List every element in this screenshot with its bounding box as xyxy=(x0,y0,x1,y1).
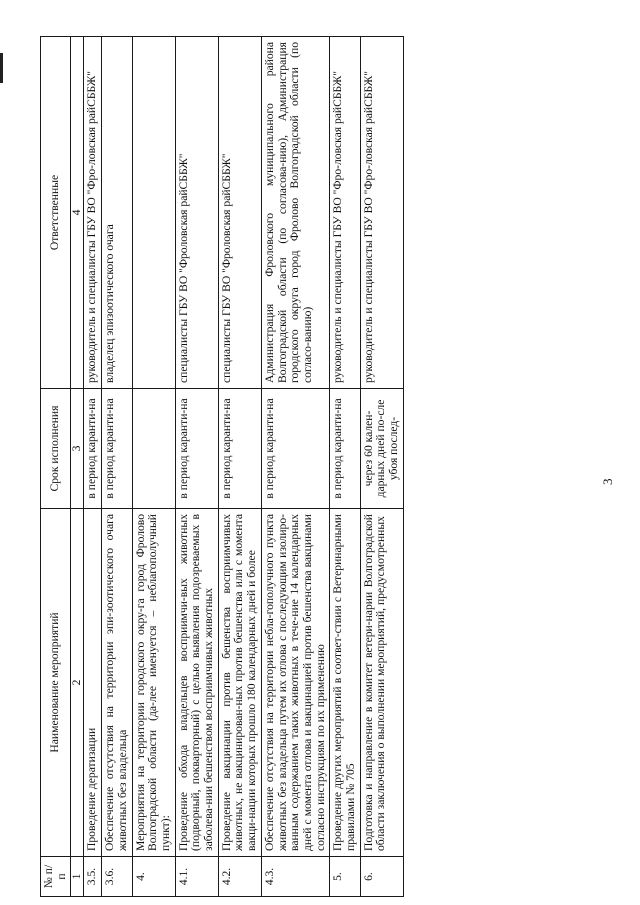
measure-responsible: владелец эпизоотического очага xyxy=(102,37,132,389)
row-number: 4.3. xyxy=(261,857,330,897)
column-index: 1 xyxy=(71,857,84,897)
measure-term: в период каранти-на xyxy=(175,389,218,509)
row-number: 4. xyxy=(132,857,175,897)
measures-table xyxy=(40,36,404,897)
row-number: 4.1. xyxy=(175,857,218,897)
measure-name: Проведение обхода владельцев восприимчи-вых животных (подворный, покварторный) с целью выявления подозреваемых в заболева-нии бешенством восприимчивых животных xyxy=(175,509,218,857)
table-row xyxy=(261,37,330,897)
measure-term: через 60 кален-дарных дней по-сле убоя послед- xyxy=(360,389,403,509)
table-row xyxy=(132,37,175,897)
measure-responsible: руководитель и специалисты ГБУ ВО "Фро-ловская райСББЖ" xyxy=(330,37,360,389)
measure-responsible: Администрация Фроловского муниципального района Волгоградской области (по согласова-нию), Администрация городского округа город Фролово Волгоградской области (по согласо-ванию) xyxy=(261,37,330,389)
column-index-row xyxy=(71,37,84,897)
header-num: № п/п xyxy=(41,857,71,897)
table-row xyxy=(102,37,132,897)
measure-term: в период каранти-на xyxy=(84,389,102,509)
measure-responsible xyxy=(132,37,175,389)
column-index: 2 xyxy=(71,509,84,857)
measure-responsible: специалисты ГБУ ВО "Фроловская райСББЖ" xyxy=(175,37,218,389)
page-number: 3 xyxy=(600,478,615,485)
row-number: 4.2. xyxy=(218,857,261,897)
header-responsible: Ответственные xyxy=(41,37,71,389)
measure-name: Обеспечение отсутствия на территории эпи-зоотического очага животных без владельца xyxy=(102,509,132,857)
header-row xyxy=(41,37,71,897)
table-row xyxy=(175,37,218,897)
table-row xyxy=(218,37,261,897)
measure-name: Проведение вакцинации против бешенства восприимчивых животных, не вакцинирован-ных против бешенства или с момента вакци-нации которых прошло 180 календарных дней и более xyxy=(218,509,261,857)
row-number: 3.5. xyxy=(84,857,102,897)
header-name: Наименование мероприятий xyxy=(41,509,71,857)
measure-responsible: руководитель и специалисты ГБУ ВО "Фро-ловская райСББЖ" xyxy=(84,37,102,389)
header-term: Срок исполнения xyxy=(41,389,71,509)
row-number: 5. xyxy=(330,857,360,897)
measure-term: в период каранти-на xyxy=(218,389,261,509)
column-index: 4 xyxy=(71,37,84,389)
row-number: 6. xyxy=(360,857,403,897)
table-row xyxy=(330,37,360,897)
table-row xyxy=(360,37,403,897)
measure-name: Подготовка и направление в комитет ветери-нарии Волгоградской области заключения о выполнении мероприятий, предусмотренных xyxy=(360,509,403,857)
table-row xyxy=(84,37,102,897)
measure-responsible: специалисты ГБУ ВО "Фроловская райСББЖ" xyxy=(218,37,261,389)
measure-name: Мероприятия на территории городского окру-га город Фролово Волгоградской области (да-лее именуется – неблагополучный пункт): xyxy=(132,509,175,857)
measure-name: Обеспечение отсутствия на территории небла-гополучного пункта животных без владельца путем их отлова с последующим изолиро-ванным содержанием таких животных в тече-ние 14 календарных дней с момента отлова и вакцинацией против бешенства вакцинами согласно инструкциям по их применению xyxy=(261,509,330,857)
column-index: 3 xyxy=(71,389,84,509)
measure-responsible: руководитель и специалисты ГБУ ВО "Фро-ловская райСББЖ" xyxy=(360,37,403,389)
measure-name: Проведение других мероприятий в соответ-ствии с Ветеринарными правилами № 705 xyxy=(330,509,360,857)
measure-term xyxy=(132,389,175,509)
scan-edge-mark xyxy=(0,53,3,83)
measure-name: Проведение дератизации xyxy=(84,509,102,857)
measure-term: в период каранти-на xyxy=(102,389,132,509)
measure-term: в период каранти-на xyxy=(261,389,330,509)
row-number: 3.6. xyxy=(102,857,132,897)
measure-term: в период каранти-на xyxy=(330,389,360,509)
